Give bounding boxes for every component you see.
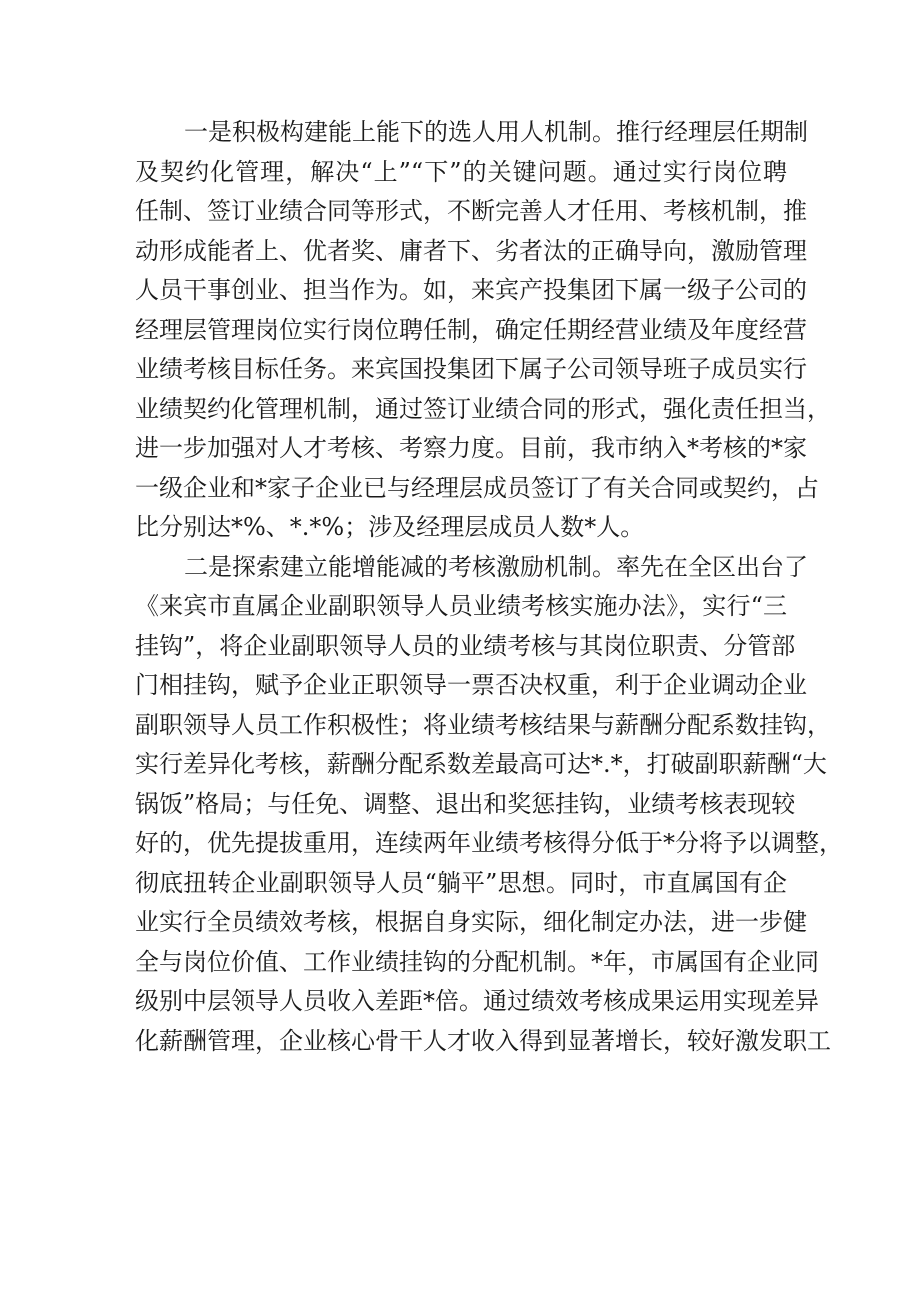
text-line: 及契约化管理，解决“上”“下”的关键问题。通过实行岗位聘 <box>135 157 787 186</box>
text-line: 一是积极构建能上能下的选人用人机制。推行经理层任期制 <box>184 118 808 146</box>
paragraph-assessment-incentive <box>135 548 843 1062</box>
text-line: 经理层管理岗位实行岗位聘任制，确定任期经营业绩及年度经营 <box>135 315 807 344</box>
text-line: 业绩考核目标任务。来宾国投集团下属子公司领导班子成员实行 <box>135 355 807 383</box>
document-body <box>135 113 843 1061</box>
text-line: 全与岗位价值、工作业绩挂钩的分配机制。*年，市属国有企业同 <box>135 947 819 976</box>
text-line: 级别中层领导人员收入差距*倍。通过绩效考核成果运用实现差异 <box>135 987 819 1015</box>
text-line: 比分别达*%、*.*%；涉及经理层成员人数*人。 <box>135 513 645 541</box>
text-line: 业实行全员绩效考核，根据自身实际，细化制定办法，进一步健 <box>135 908 807 936</box>
text-line: 《来宾市直属企业副职领导人员业绩考核实施办法》，实行“三 <box>135 592 787 620</box>
text-line: 二是探索建立能增能减的考核激励机制。率先在全区出台了 <box>184 552 808 581</box>
text-line: 业绩契约化管理机制，通过签订业绩合同的形式，强化责任担当， <box>135 394 831 423</box>
text-line: 人员干事创业、担当作为。如，来宾产投集团下属一级子公司的 <box>135 276 807 304</box>
text-line: 实行差异化考核，薪酬分配系数差最高可达*.*，打破副职薪酬“大 <box>135 750 827 778</box>
text-line: 化薪酬管理，企业核心骨干人才收入得到显著增长，较好激发职工 <box>135 1026 831 1055</box>
text-line: 动形成能者上、优者奖、庸者下、劣者汰的正确导向，激励管理 <box>135 236 807 265</box>
text-line: 好的，优先提拔重用，连续两年业绩考核得分低于*分将予以调整， <box>135 829 843 857</box>
text-line: 门相挂钩，赋予企业正职领导一票否决权重，利于企业调动企业 <box>135 671 807 699</box>
paragraph-selection-mechanism <box>135 113 831 548</box>
text-line: 任制、签订业绩合同等形式，不断完善人才任用、考核机制，推 <box>135 197 807 225</box>
text-line: 进一步加强对人才考核、考察力度。目前，我市纳入*考核的*家 <box>135 434 807 462</box>
text-line: 一级企业和*家子企业已与经理层成员签订了有关合同或契约，占 <box>135 473 819 502</box>
text-line: 锅饭”格局；与任免、调整、退出和奖惩挂钩，业绩考核表现较 <box>135 789 796 818</box>
text-line: 副职领导人员工作积极性；将业绩考核结果与薪酬分配系数挂钩， <box>135 710 831 739</box>
text-line: 彻底扭转企业副职领导人员“躺平”思想。同时，市直属国有企 <box>135 868 787 897</box>
text-line: 挂钩”，将企业副职领导人员的业绩考核与其岗位职责、分管部 <box>135 631 796 660</box>
